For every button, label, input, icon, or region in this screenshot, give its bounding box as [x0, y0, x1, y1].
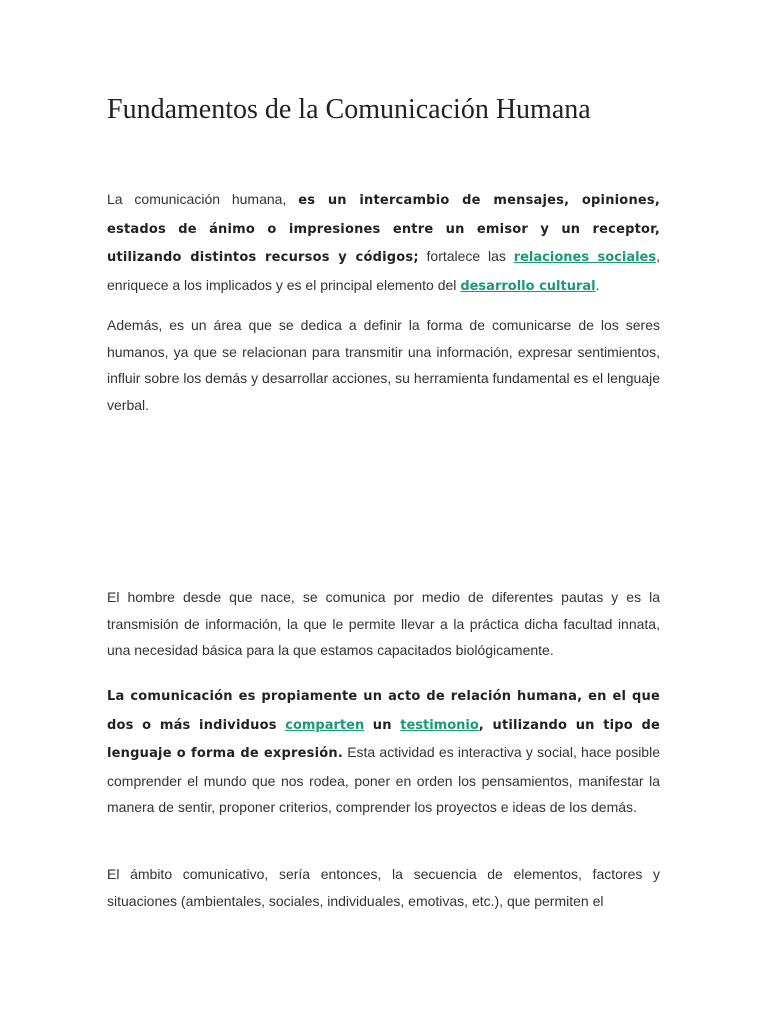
paragraph-5: El ámbito comunicativo, sería entonces, la secuencia de elementos, factores y situaciones (ambientales, sociales, individuales, emotivas, etc.), que permiten el	[107, 866, 660, 909]
link-comparten[interactable]: comparten	[285, 717, 365, 733]
paragraph-4	[107, 682, 660, 821]
paragraph-1-bold-definition: es un intercambio de mensajes, opiniones, estados de ánimo o impresiones entre un emisor y un receptor, utilizando distintos recursos y códigos;	[107, 193, 660, 265]
paragraph-1-text-c: , enriquece a los implicados y es el principal elemento del	[107, 248, 660, 293]
paragraph-1	[107, 186, 660, 300]
link-desarrollo-cultural[interactable]: desarrollo cultural	[460, 278, 596, 294]
link-testimonio[interactable]: testimonio	[400, 717, 479, 733]
paragraph-4-bold-a: La comunicación es propiamente un acto de relación humana, en el que dos o más individuos	[107, 689, 660, 733]
paragraph-1-text-a: La comunicación humana,	[107, 191, 299, 207]
paragraph-3: El hombre desde que nace, se comunica por medio de diferentes pautas y es la transmisión de información, la que le permite llevar a la práctica dicha facultad innata, una necesidad básica para la que estamos capacitados biológicamente.	[107, 589, 660, 658]
paragraph-4-bold-b: un	[364, 717, 401, 733]
paragraph-4-bold-c: , utilizando un tipo de lenguaje o forma de expresión.	[107, 717, 660, 761]
paragraph-2: Además, es un área que se dedica a definir la forma de comunicarse de los seres humanos, ya que se relacionan para transmitir una información, expresar sentimientos, influir sobre los demás y desarrollar acciones, su herramienta fundamental es el lenguaje verbal.	[107, 317, 660, 413]
paragraph-4-text: Esta actividad es interactiva y social, hace posible comprender el mundo que nos rodea, poner en orden los pensamientos, manifestar la manera de sentir, proponer criterios, comprender los proyectos e ideas de los demás.	[107, 744, 660, 815]
paragraph-1-text-b: fortalece las	[418, 248, 514, 264]
document-title: Fundamentos de la Comunicación Humana	[107, 94, 591, 125]
link-relaciones-sociales[interactable]: relaciones sociales	[513, 250, 657, 265]
paragraph-1-text-d: .	[595, 276, 600, 293]
